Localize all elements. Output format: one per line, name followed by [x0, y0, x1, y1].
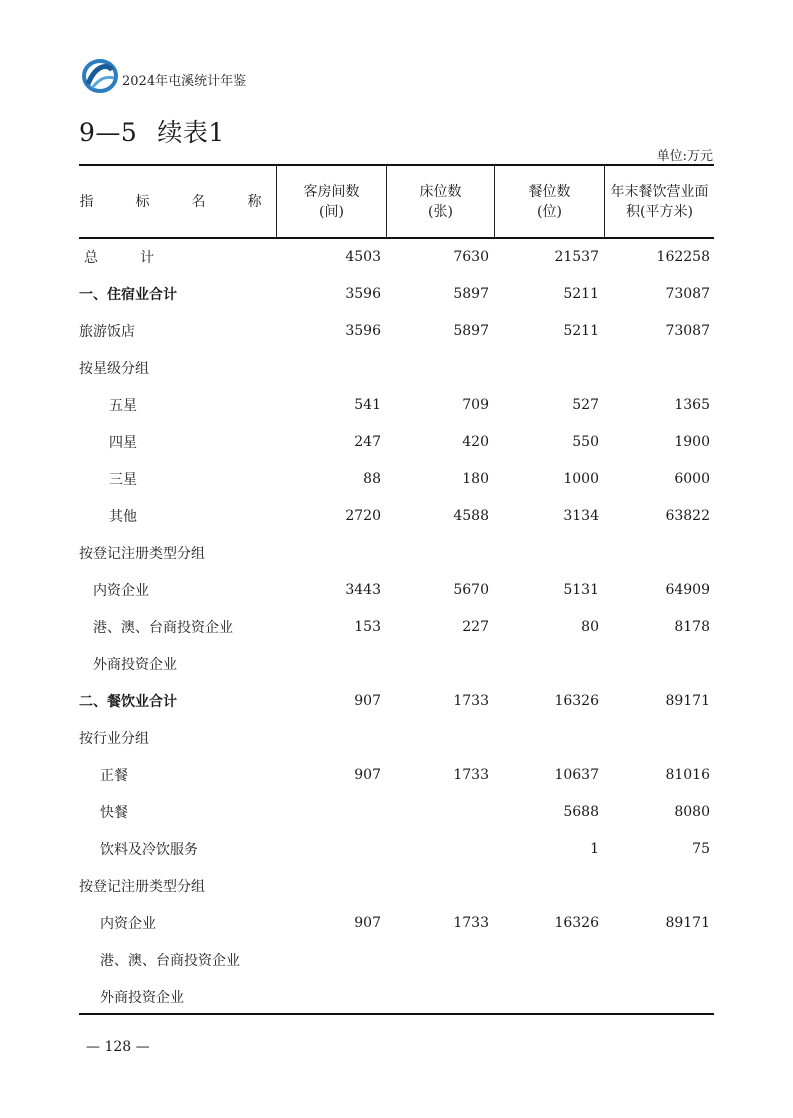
cell-beds: 1733	[453, 915, 489, 931]
table-title-text: 续表1	[157, 118, 225, 147]
table-row	[79, 942, 714, 979]
cell-seats: 5131	[563, 582, 599, 598]
table-row	[79, 794, 714, 831]
cell-rooms: 907	[354, 693, 381, 709]
cell-beds: 227	[462, 619, 489, 635]
cell-rooms: 247	[354, 434, 381, 450]
cell-rooms: 541	[354, 397, 381, 413]
row-label: 三星	[109, 472, 137, 488]
table-row	[79, 572, 714, 609]
table-bottom-rule	[79, 1013, 714, 1015]
table-row	[79, 609, 714, 646]
cell-area: 81016	[665, 767, 710, 783]
cell-area: 8178	[674, 619, 710, 635]
cell-area: 1900	[674, 434, 710, 450]
table-row	[79, 979, 714, 1016]
row-label: 其他	[109, 509, 137, 525]
row-label: 按行业分组	[79, 731, 149, 747]
yearbook-logo-icon	[82, 58, 118, 94]
row-label: 按星级分组	[79, 361, 149, 377]
cell-area: 63822	[665, 508, 710, 524]
cell-area: 162258	[656, 249, 710, 265]
cell-beds: 5670	[453, 582, 489, 598]
row-label: 快餐	[100, 805, 128, 821]
table-row	[79, 868, 714, 905]
cell-rooms: 3596	[345, 323, 381, 339]
cell-rooms: 907	[354, 767, 381, 783]
row-label: 总 计	[84, 250, 154, 266]
book-title: 2024年屯溪统计年鉴	[122, 74, 247, 89]
header-dining-seats: 餐位数 (位)	[494, 166, 604, 237]
row-label: 按登记注册类型分组	[79, 546, 205, 562]
unit-label: 单位:万元	[656, 149, 713, 164]
cell-area: 75	[692, 841, 710, 857]
table-row	[79, 387, 714, 424]
table-row	[79, 461, 714, 498]
table-row	[79, 831, 714, 868]
cell-area: 73087	[665, 323, 710, 339]
data-table	[79, 164, 714, 1016]
table-number: 9—5	[79, 118, 138, 147]
row-label: 旅游饭店	[79, 324, 135, 340]
cell-rooms: 3443	[345, 582, 381, 598]
cell-seats: 80	[581, 619, 599, 635]
cell-seats: 1	[590, 841, 599, 857]
cell-seats: 16326	[554, 915, 599, 931]
cell-area: 8080	[674, 804, 710, 820]
cell-area: 89171	[665, 915, 710, 931]
row-label: 港、澳、台商投资企业	[100, 953, 240, 969]
table-row	[79, 683, 714, 720]
cell-beds: 4588	[453, 508, 489, 524]
table-row	[79, 646, 714, 683]
table-row	[79, 424, 714, 461]
row-label: 一、住宿业合计	[79, 287, 177, 303]
cell-seats: 5211	[563, 286, 599, 302]
cell-seats: 3134	[563, 508, 599, 524]
cell-area: 73087	[665, 286, 710, 302]
cell-rooms: 88	[363, 471, 381, 487]
cell-seats: 16326	[554, 693, 599, 709]
cell-rooms: 153	[354, 619, 381, 635]
table-body	[79, 239, 714, 1016]
cell-beds: 180	[462, 471, 489, 487]
page-number: — 128 —	[86, 1039, 150, 1055]
row-label: 外商投资企业	[93, 657, 177, 673]
cell-seats: 5211	[563, 323, 599, 339]
cell-beds: 420	[462, 434, 489, 450]
table-row	[79, 239, 714, 276]
table-row	[79, 757, 714, 794]
header-dining-area: 年末餐饮营业面 积(平方米)	[604, 166, 714, 237]
cell-area: 1365	[674, 397, 710, 413]
cell-area: 64909	[665, 582, 710, 598]
row-label: 正餐	[100, 768, 128, 784]
row-label: 四星	[109, 435, 137, 451]
row-label: 港、澳、台商投资企业	[93, 620, 233, 636]
row-label: 按登记注册类型分组	[79, 879, 205, 895]
table-row	[79, 498, 714, 535]
table-row	[79, 720, 714, 757]
cell-seats: 5688	[563, 804, 599, 820]
table-header-row	[79, 166, 714, 237]
cell-beds: 7630	[453, 249, 489, 265]
table-row	[79, 276, 714, 313]
cell-beds: 5897	[453, 286, 489, 302]
header-indicator-name: 指 标 名 称	[79, 193, 276, 210]
table-row	[79, 905, 714, 942]
row-label: 外商投资企业	[100, 990, 184, 1006]
row-label: 内资企业	[100, 916, 156, 932]
table-title	[79, 113, 225, 149]
cell-rooms: 2720	[345, 508, 381, 524]
cell-seats: 1000	[563, 471, 599, 487]
cell-beds: 5897	[453, 323, 489, 339]
row-label: 内资企业	[93, 583, 149, 599]
cell-rooms: 907	[354, 915, 381, 931]
cell-seats: 527	[572, 397, 599, 413]
row-label: 饮料及冷饮服务	[100, 842, 198, 858]
cell-seats: 550	[572, 434, 599, 450]
row-label: 二、餐饮业合计	[79, 694, 177, 710]
cell-beds: 1733	[453, 767, 489, 783]
cell-beds: 1733	[453, 693, 489, 709]
cell-area: 89171	[665, 693, 710, 709]
header-beds: 床位数 (张)	[386, 166, 494, 237]
table-row	[79, 535, 714, 572]
cell-seats: 10637	[554, 767, 599, 783]
cell-beds: 709	[462, 397, 489, 413]
table-row	[79, 313, 714, 350]
table-row	[79, 350, 714, 387]
cell-rooms: 3596	[345, 286, 381, 302]
row-label: 五星	[109, 398, 137, 414]
cell-rooms: 4503	[345, 249, 381, 265]
cell-area: 6000	[674, 471, 710, 487]
header-guest-rooms: 客房间数 (间)	[276, 166, 386, 237]
cell-seats: 21537	[554, 249, 599, 265]
